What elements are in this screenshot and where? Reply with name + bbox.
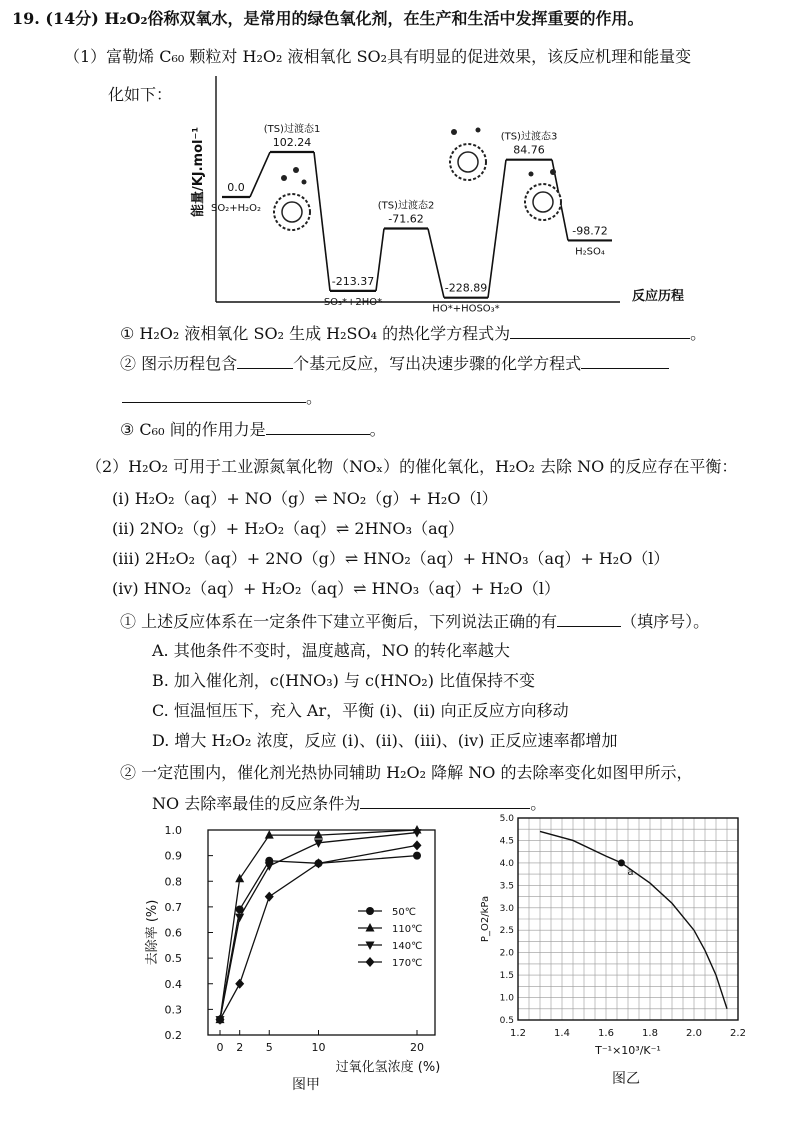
y-tick-label: 2.0: [499, 948, 514, 959]
reaction-ii: (ii) 2NO₂（g）+ H₂O₂（aq）⇌ 2HNO₃（aq）: [112, 519, 464, 538]
option-a: A. 其他条件不变时，温度越高，NO 的转化率越大: [152, 641, 510, 660]
x-axis-label: 过氧化氢浓度 (%): [335, 1060, 441, 1075]
answer-blank-1[interactable]: [510, 322, 690, 339]
y-tick-label: 0.6: [164, 926, 182, 940]
part1-q2-text: ② 图示历程包含: [120, 354, 238, 373]
part1-q3: [120, 418, 386, 441]
answer-blank-3b[interactable]: [122, 386, 306, 403]
answer-blank-5[interactable]: [557, 610, 621, 627]
data-point: [314, 839, 323, 848]
part1-q2: [120, 352, 669, 375]
y-tick-label: 0.5: [164, 952, 182, 966]
x-tick-label: 20: [410, 1041, 424, 1054]
y-tick-label: 2.5: [499, 926, 514, 937]
reaction-iii: (iii) 2H₂O₂（aq）+ 2NO（g）⇌ HNO₂（aq）+ HNO₃（aq）+ H₂O（l）: [112, 549, 670, 568]
energy-value: 0.0: [227, 181, 245, 194]
curve: [540, 831, 727, 1008]
data-point: [413, 840, 422, 850]
data-point: [235, 979, 244, 989]
legend-label: 50℃: [392, 907, 416, 918]
energy-value: -213.37: [331, 274, 375, 288]
part2-q1-text: ① 上述反应体系在一定条件下建立平衡后，下列说法正确的有: [120, 612, 558, 631]
y-tick-label: 0.9: [164, 849, 182, 863]
reaction-iv: (iv) HNO₂（aq）+ H₂O₂（aq）⇌ HNO₃（aq）+ H₂O（l）: [112, 579, 561, 598]
option-c: C. 恒温恒压下，充入 Ar，平衡 (i)、(ii) 向正反应方向移动: [152, 701, 569, 720]
y-tick-label: 0.8: [164, 875, 182, 889]
x-tick-label: 2.2: [730, 1028, 746, 1039]
chart-removal-rate: [130, 815, 480, 1075]
part1-q2-end: 。: [306, 388, 323, 407]
part1-line1: （1）富勒烯 C₆₀ 颗粒对 H₂O₂ 液相氧化 SO₂具有明显的促进效果，该反应机理和能量变: [64, 47, 692, 66]
energy-connector: [376, 229, 384, 291]
y-tick-label: 0.4: [164, 977, 182, 991]
y-tick-label: 0.7: [164, 900, 182, 914]
chart-b-caption: 图乙: [612, 1071, 640, 1087]
x-tick-label: 0: [216, 1041, 224, 1054]
part2-q2-text: NO 去除率最佳的反应条件为: [152, 794, 361, 813]
y-axis-label: 去除率 (%): [145, 899, 160, 966]
y-tick-label: 1.5: [499, 971, 514, 982]
energy-connector: [488, 160, 506, 298]
point-a: [618, 859, 625, 866]
option-b: B. 加入催化剂，c(HNO₃) 与 c(HNO₂) 比值保持不变: [152, 671, 536, 690]
energy-value: 102.24: [272, 136, 312, 150]
x-axis-label: T⁻¹×10³/K⁻¹: [595, 1044, 661, 1057]
x-tick-label: 1.2: [510, 1028, 526, 1039]
part1-q2-mid: 个基元反应，写出决速步骤的化学方程式: [293, 354, 582, 373]
y-axis-label: P_O2/kPa: [480, 895, 491, 943]
energy-value: -228.89: [444, 281, 488, 295]
transition-state-label: (TS)过渡态2: [377, 200, 435, 212]
data-point: [314, 858, 323, 868]
legend-marker: [366, 907, 374, 915]
answer-blank-3[interactable]: [581, 352, 669, 369]
part1-q1-end: 。: [690, 324, 707, 343]
question-number: 19.: [12, 9, 40, 28]
energy-state-label: SO₃*+2HO*: [323, 296, 383, 308]
legend-label: 140℃: [392, 941, 423, 952]
question-intro-text: H₂O₂俗称双氧水，是常用的绿色氧化剂，在生产和生活中发挥重要的作用。: [104, 9, 644, 28]
answer-blank-6[interactable]: [360, 792, 530, 809]
data-point: [265, 892, 274, 902]
answer-blank-4[interactable]: [266, 418, 370, 435]
transition-state-label: (TS)过渡态3: [500, 131, 558, 143]
answer-blank-2[interactable]: [237, 352, 293, 369]
energy-value: -98.72: [572, 224, 608, 238]
question-intro: [12, 8, 644, 30]
transition-state-label: (TS)过渡态1: [263, 124, 321, 136]
y-tick-label: 0.5: [499, 1016, 514, 1026]
x-tick-label: 10: [311, 1041, 326, 1054]
c60-molecule-icon: [274, 167, 310, 230]
energy-value: 84.76: [513, 143, 545, 157]
annotation-label: a: [627, 866, 634, 878]
energy-connector: [250, 152, 270, 197]
legend-marker: [366, 957, 375, 967]
energy-x-label: 反应历程: [632, 289, 685, 304]
legend-label: 170℃: [392, 958, 423, 969]
chart-oxygen-pressure: [470, 808, 770, 1068]
energy-connector: [314, 152, 330, 291]
y-tick-label: 0.3: [164, 1003, 182, 1017]
energy-value: -71.62: [388, 212, 424, 226]
x-tick-label: 2.0: [686, 1028, 702, 1039]
energy-diagram: [180, 72, 685, 315]
energy-profile: [211, 122, 612, 315]
reaction-i: (i) H₂O₂（aq）+ NO（g）⇌ NO₂（g）+ H₂O（l）: [112, 489, 498, 508]
part1-q3-end: 。: [369, 420, 386, 439]
part2-q1-end: （填序号）。: [621, 612, 710, 631]
part1-q2-cont: [122, 386, 322, 409]
data-point: [265, 830, 274, 839]
series-line: [220, 856, 417, 1020]
x-tick-label: 5: [265, 1041, 273, 1054]
energy-state-label: HO*+HOSO₃*: [432, 303, 500, 315]
part1-q3-text: ③ C₆₀ 间的作用力是: [120, 420, 266, 439]
legend-marker: [366, 923, 375, 932]
y-tick-label: 1.0: [164, 824, 182, 837]
part1-q1-text: ① H₂O₂ 液相氧化 SO₂ 生成 H₂SO₄ 的热化学方程式为: [120, 324, 511, 343]
y-tick-label: 3.0: [499, 903, 514, 914]
data-point: [235, 914, 244, 923]
series-line: [220, 845, 417, 1019]
x-tick-label: 1.8: [642, 1028, 658, 1039]
energy-state-label: SO₂+H₂O₂: [210, 203, 262, 214]
part1-line2: 化如下：: [108, 85, 173, 104]
x-tick-label: 1.4: [554, 1028, 570, 1039]
part1-q1: [120, 322, 706, 345]
legend-label: 110℃: [392, 924, 423, 935]
energy-connector: [428, 229, 444, 298]
y-tick-label: 1.0: [499, 993, 514, 1004]
part2-q2-end: 。: [530, 794, 547, 813]
data-point: [413, 852, 421, 860]
part2-intro: （2）H₂O₂ 可用于工业源氮氧化物（NOₓ）的催化氧化，H₂O₂ 去除 NO 的反应存在平衡：: [86, 457, 738, 476]
x-tick-label: 1.6: [598, 1028, 614, 1039]
c60-molecule-icon: [450, 128, 486, 181]
part2-q1: [120, 610, 709, 633]
chart-a-caption: 图甲: [292, 1077, 320, 1093]
legend-marker: [366, 942, 375, 951]
y-tick-label: 0.2: [164, 1029, 182, 1042]
x-tick-label: 2: [236, 1041, 244, 1054]
y-tick-label: 3.5: [499, 881, 514, 892]
y-tick-label: 5.0: [499, 814, 514, 824]
energy-y-label: 能量/KJ.mol⁻¹: [191, 126, 206, 218]
y-tick-label: 4.5: [499, 836, 514, 847]
option-d: D. 增大 H₂O₂ 浓度，反应 (i)、(ii)、(iii)、(iv) 正反应速率都增加: [152, 731, 618, 750]
energy-state-label: H₂SO₄: [575, 246, 605, 258]
question-score: (14分): [45, 9, 99, 28]
part2-q2-line1: ② 一定范围内，催化剂光热协同辅助 H₂O₂ 降解 NO 的去除率变化如图甲所示，: [120, 763, 693, 782]
y-tick-label: 4.0: [499, 858, 514, 869]
